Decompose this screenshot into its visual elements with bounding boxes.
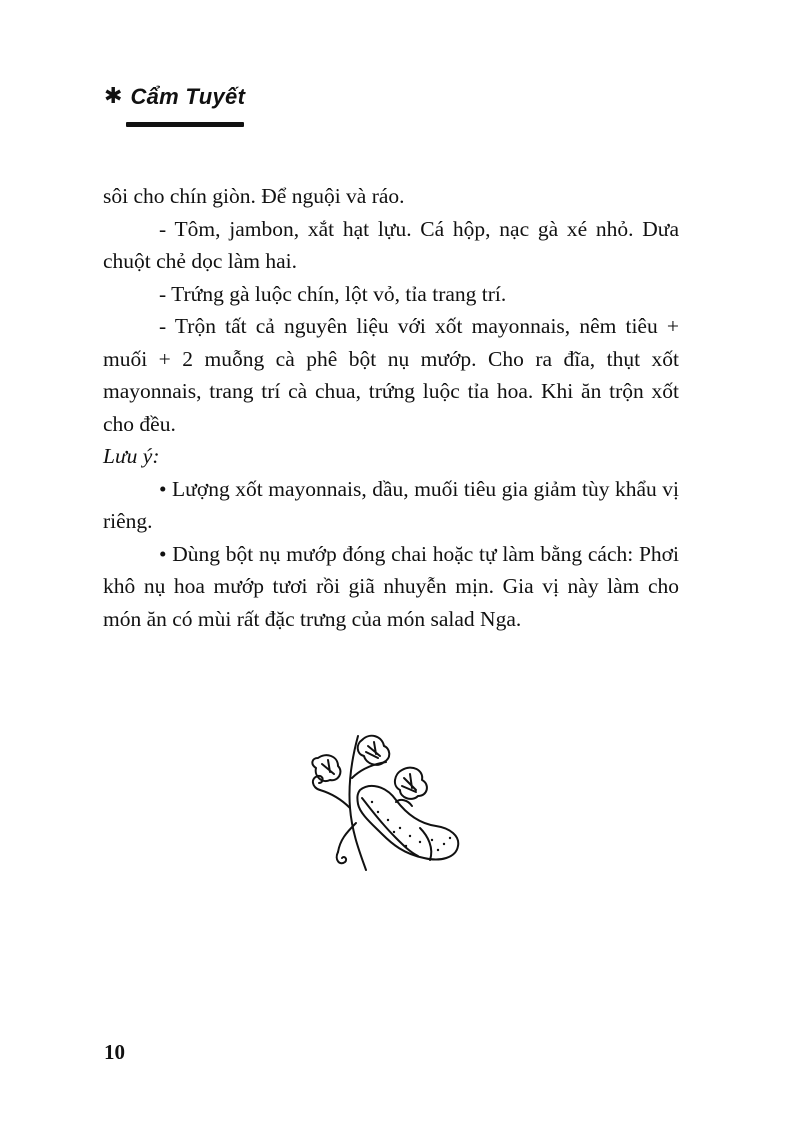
note-item: • Lượng xốt mayonnais, dầu, muối tiêu gia giảm tùy khẩu vị riêng. — [103, 476, 679, 533]
note-heading: Lưu ý: — [103, 444, 160, 468]
note-item: • Dùng bột nụ mướp đóng chai hoặc tự làm bằng cách: Phơi khô nụ hoa mướp tươi rồi giã nhuyễn mịn. Gia vị này làm cho món ăn có mùi rất đặc trưng của món salad Nga. — [103, 541, 679, 631]
header-underline — [126, 122, 244, 127]
paragraph-eggs: - Trứng gà luộc chín, lột vỏ, tỉa trang trí. — [159, 281, 507, 306]
paragraph-shrimp-ham: - Tôm, jambon, xắt hạt lựu. Cá hộp, nạc gà xé nhỏ. Dưa chuột chẻ dọc làm hai. — [103, 216, 679, 273]
running-header — [104, 84, 245, 110]
paragraph-mix: - Trộn tất cả nguyên liệu với xốt mayonnais, nêm tiêu + muối + 2 muỗng cà phê bột nụ mướp. Cho ra đĩa, thụt xốt mayonnais, trang trí cà chua, trứng luộc tỉa hoa. Khi ăn trộn xốt cho đều. — [103, 314, 679, 436]
page-number: 10 — [104, 1040, 125, 1064]
paragraph-continued: sôi cho chín giòn. Để nguội và ráo. — [103, 184, 405, 208]
asterisk-star-icon: ✱ — [104, 84, 123, 109]
page-body — [103, 180, 679, 635]
luffa-gourd-illustration — [300, 728, 468, 878]
author-name: Cẩm Tuyết — [130, 84, 246, 109]
